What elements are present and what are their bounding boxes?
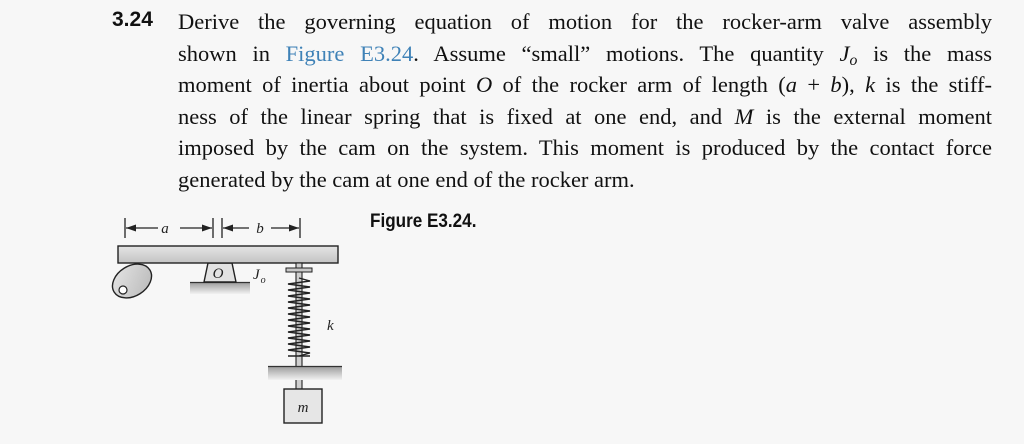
math-symbol: M (734, 103, 754, 129)
statement-line: ness of the linear spring that is fixed at one end, and M is the external moment (178, 103, 992, 129)
label-b: b (256, 221, 264, 237)
label-O: O (212, 266, 224, 282)
math-symbol: O (475, 72, 493, 97)
statement-line: shown in Figure E3.24. Assume “small” motions. The quantity $J_o$ is the mass (178, 40, 992, 69)
figure-caption: Figure E3.24. (370, 211, 477, 232)
label-a: a (161, 221, 169, 237)
statement-line: imposed by the cam on the system. This moment is produced by the contact force (178, 135, 992, 160)
math-symbol: a (785, 72, 798, 97)
label-J-o: $J_o$ (253, 267, 266, 286)
pivot-ground (190, 282, 250, 294)
label-k: k (327, 318, 334, 334)
statement-line: Derive the governing equation of motion for the rocker-arm valve assembly (178, 9, 992, 34)
math-symbol: b (830, 72, 842, 97)
math-symbol: k (865, 72, 876, 97)
problem-number: 3.24 (112, 8, 153, 31)
cam (106, 257, 158, 305)
dimension-a (125, 218, 213, 238)
rocker-arm (118, 246, 338, 263)
label-m: m (297, 400, 309, 416)
figure-reference-link[interactable]: Figure E3.24 (285, 40, 414, 66)
valve-ground (268, 366, 342, 380)
math-symbol: $J_o$ (839, 40, 858, 69)
statement-line: generated by the cam at one end of the rocker arm. (178, 166, 635, 192)
statement-line: moment of inertia about point O of the rocker arm of length (a + b), k is the stiff- (178, 72, 992, 97)
